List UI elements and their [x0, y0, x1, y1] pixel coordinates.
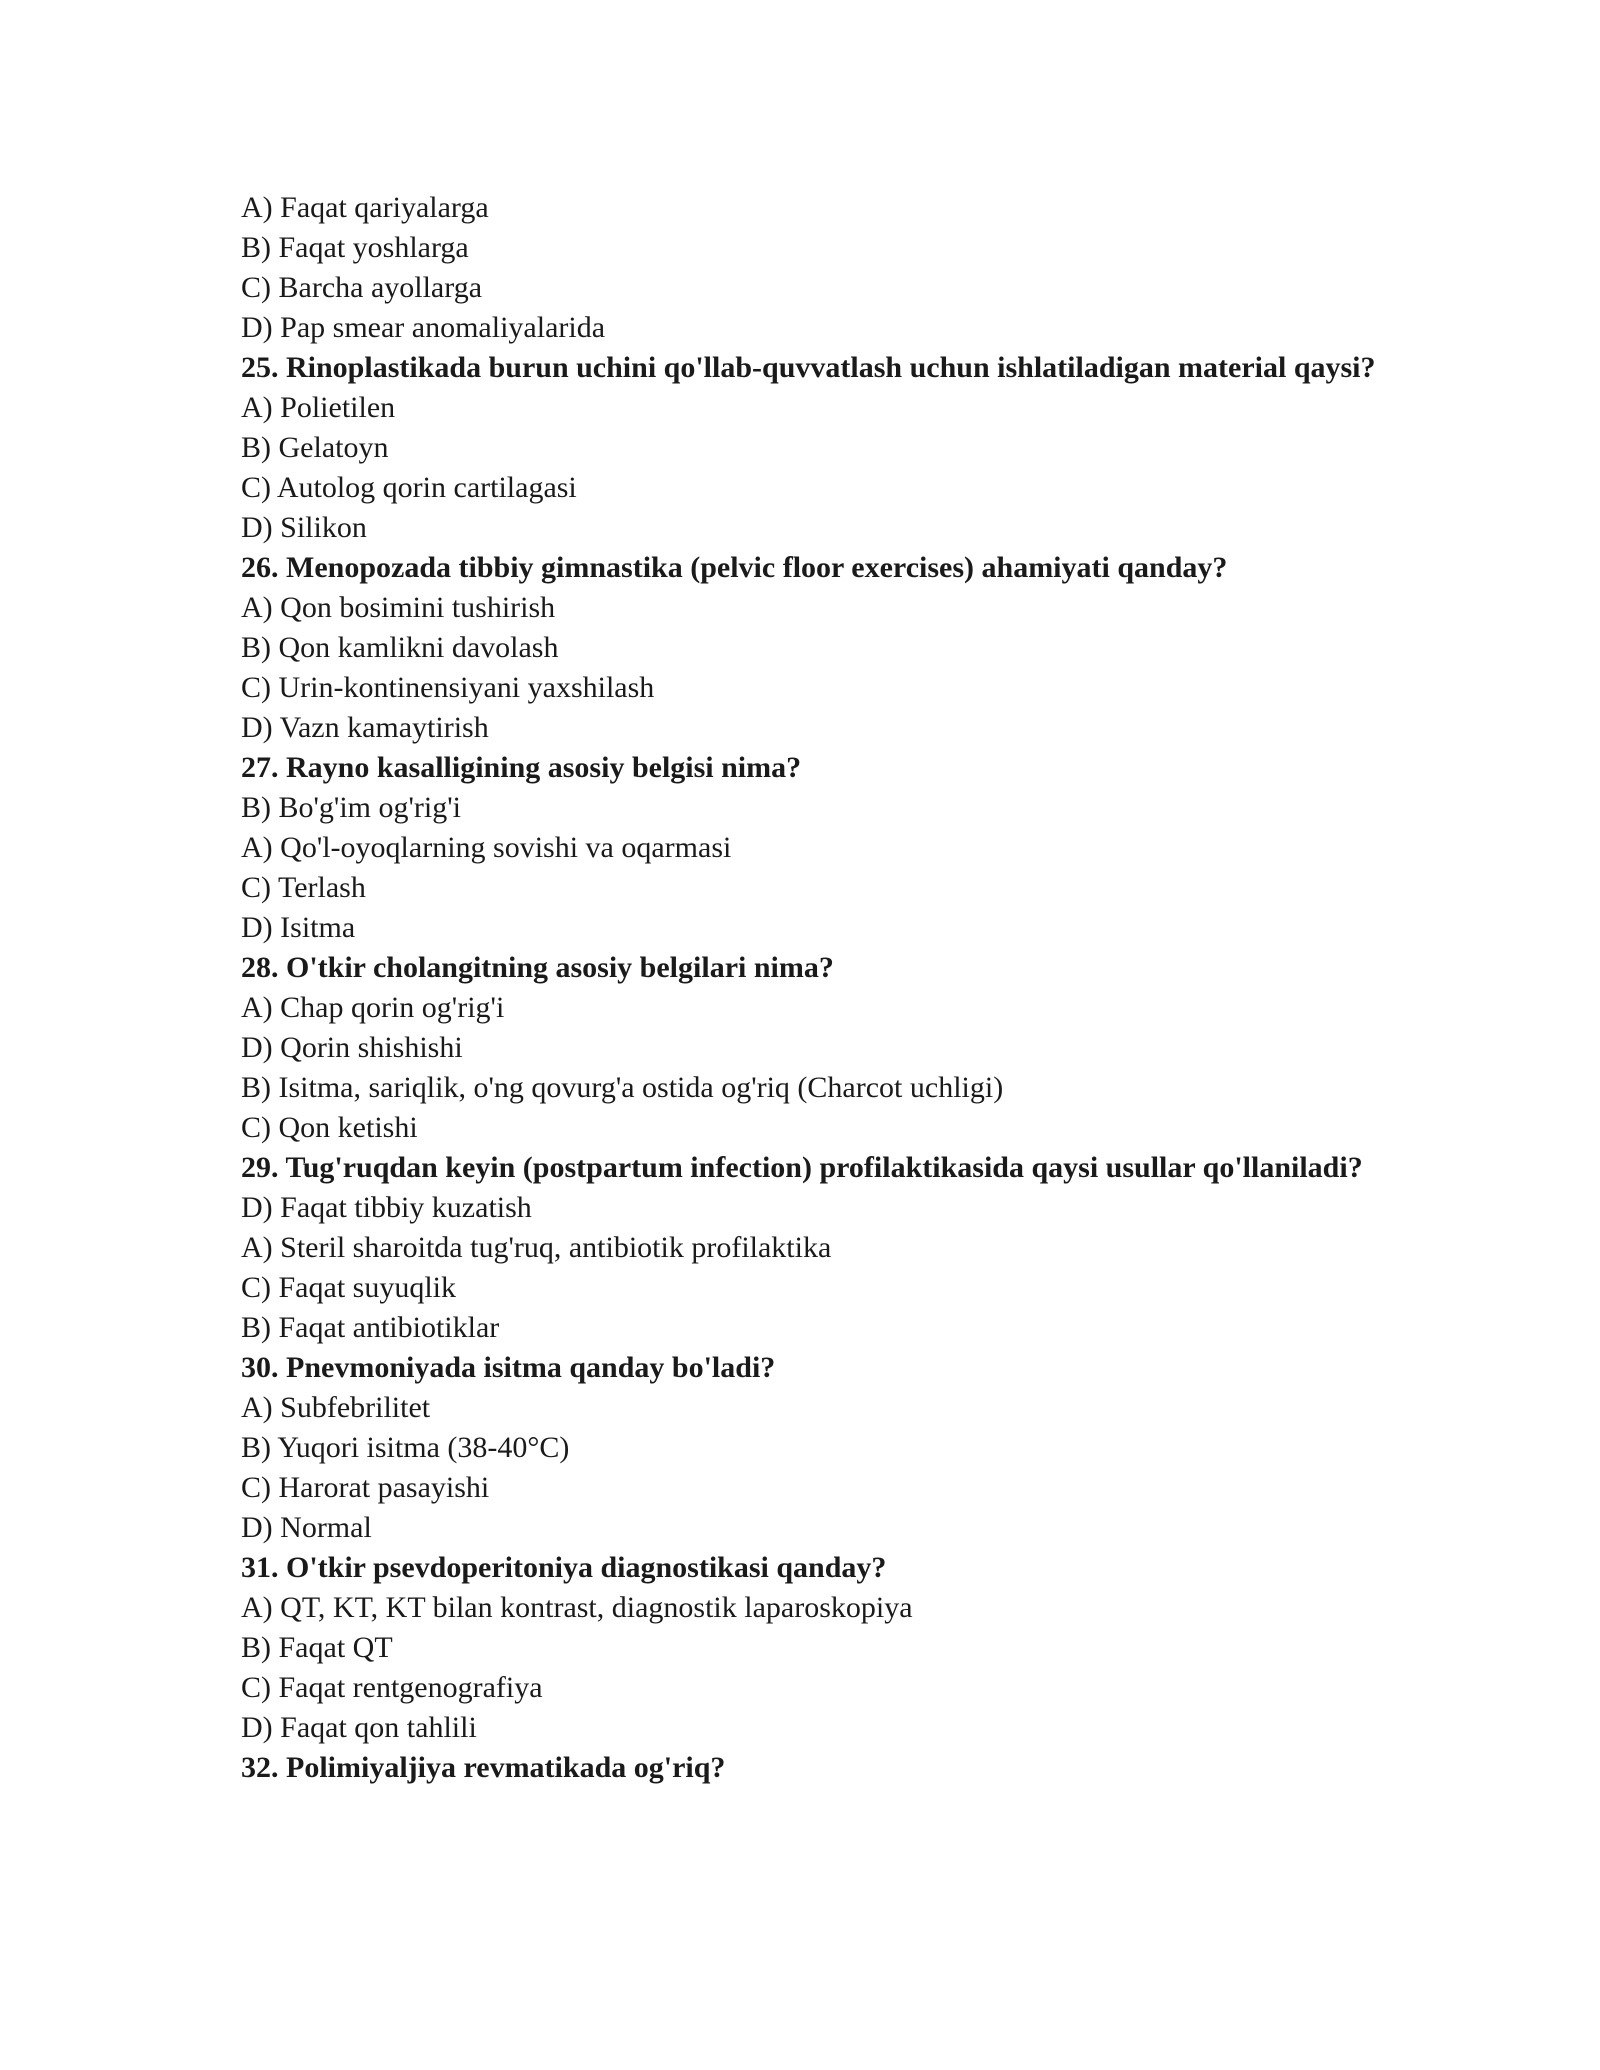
answer-option: A) QT, KT, KT bilan kontrast, diagnostik laparoskopiya: [241, 1591, 913, 1624]
answer-option: D) Normal: [241, 1511, 372, 1544]
question-title: 31. O'tkir psevdoperitoniya diagnostikasi qanday?: [241, 1551, 887, 1584]
answer-option: D) Isitma: [241, 911, 356, 944]
answer-option: A) Faqat qariyalarga: [241, 191, 489, 224]
question-title: 30. Pnevmoniyada isitma qanday bo'ladi?: [241, 1351, 776, 1384]
answer-option: C) Terlash: [241, 871, 366, 904]
answer-option: B) Yuqori isitma (38-40°C): [241, 1431, 570, 1464]
question-title: 26. Menopozada tibbiy gimnastika (pelvic floor exercises) ahamiyati qanday?: [241, 551, 1228, 584]
answer-option: D) Qorin shishishi: [241, 1031, 463, 1064]
answer-option: B) Qon kamlikni davolash: [241, 631, 559, 664]
answer-option: A) Steril sharoitda tug'ruq, antibiotik profilaktika: [241, 1231, 832, 1264]
answer-option: B) Faqat antibiotiklar: [241, 1311, 500, 1344]
question-25: [241, 350, 1381, 548]
question-31: [241, 1548, 1381, 1748]
question-28: [241, 948, 1381, 1148]
answer-option: C) Harorat pasayishi: [241, 1471, 490, 1504]
question-32: [241, 1748, 1381, 1788]
answer-option: D) Faqat qon tahlili: [241, 1711, 477, 1744]
answer-option: A) Polietilen: [241, 391, 396, 424]
answer-option: B) Bo'g'im og'rig'i: [241, 791, 461, 824]
answer-option: D) Faqat tibbiy kuzatish: [241, 1191, 532, 1224]
answer-option: D) Silikon: [241, 511, 367, 544]
answer-option: D) Pap smear anomaliyalarida: [241, 311, 606, 344]
answer-option: A) Subfebrilitet: [241, 1391, 431, 1424]
answer-option: A) Qon bosimini tushirish: [241, 591, 556, 624]
answer-option: C) Autolog qorin cartilagasi: [241, 471, 577, 504]
lead-options: [241, 188, 1381, 348]
answer-option: C) Urin-kontinensiyani yaxshilash: [241, 671, 655, 704]
answer-option: C) Faqat suyuqlik: [241, 1271, 456, 1304]
question-title: 25. Rinoplastikada burun uchini qo'llab-quvvatlash uchun ishlatiladigan material qaysi?: [241, 351, 1376, 384]
answer-option: B) Gelatoyn: [241, 431, 389, 464]
answer-option: C) Faqat rentgenografiya: [241, 1671, 543, 1704]
question-26: [241, 548, 1381, 748]
answer-option: A) Chap qorin og'rig'i: [241, 991, 505, 1024]
question-29: [241, 1150, 1381, 1348]
document-page: [241, 188, 1381, 1788]
question-title: 27. Rayno kasalligining asosiy belgisi nima?: [241, 751, 802, 784]
answer-option: C) Qon ketishi: [241, 1111, 418, 1144]
answer-option: B) Isitma, sariqlik, o'ng qovurg'a ostida og'riq (Charcot uchligi): [241, 1071, 1004, 1104]
answer-option: D) Vazn kamaytirish: [241, 711, 489, 744]
question-title: 29. Tug'ruqdan keyin (postpartum infection) profilaktikasida qaysi usullar qo'llaniladi?: [241, 1151, 1363, 1184]
answer-option: B) Faqat QT: [241, 1631, 393, 1664]
question-27: [241, 748, 1381, 948]
answer-option: A) Qo'l-oyoqlarning sovishi va oqarmasi: [241, 831, 732, 864]
answer-option: C) Barcha ayollarga: [241, 271, 483, 304]
question-title: 32. Polimiyaljiya revmatikada og'riq?: [241, 1751, 726, 1784]
question-title: 28. O'tkir cholangitning asosiy belgilari nima?: [241, 951, 834, 984]
question-30: [241, 1348, 1381, 1548]
answer-option: B) Faqat yoshlarga: [241, 231, 469, 264]
